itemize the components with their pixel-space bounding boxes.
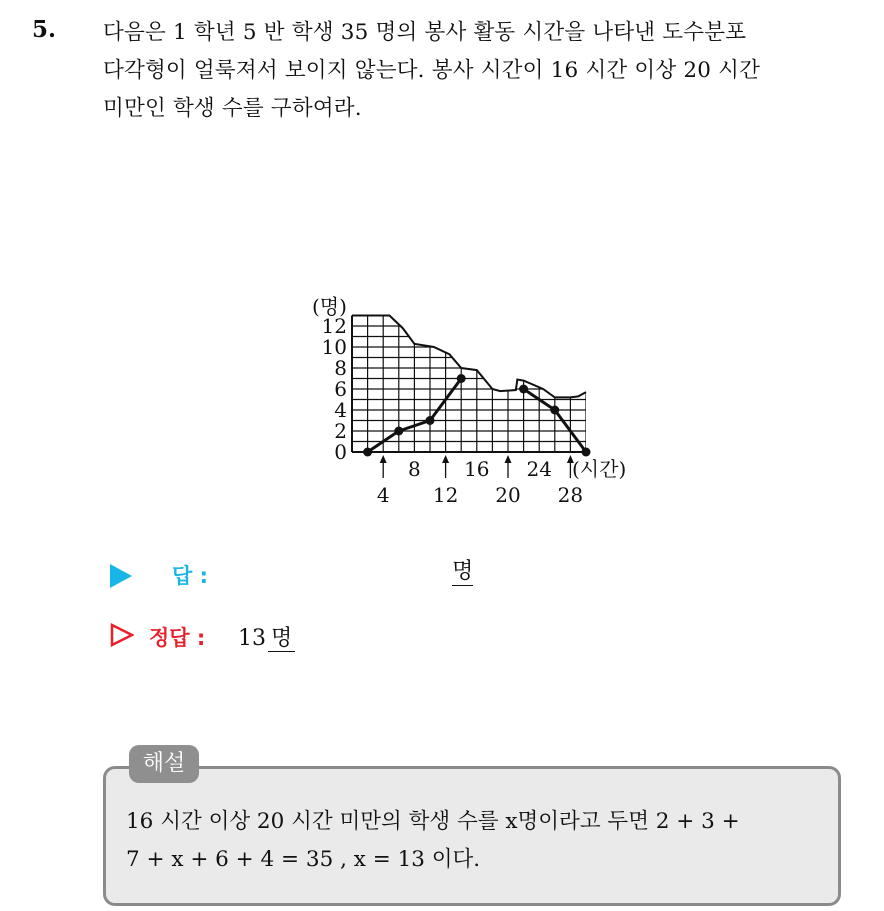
x-tick-label: 12 (432, 483, 459, 507)
data-point (363, 448, 372, 457)
correct-answer-label: 정답 : (149, 626, 206, 650)
chart-grid (352, 316, 586, 453)
x-tick-label: 28 (557, 483, 584, 507)
x-tick-label: 24 (526, 457, 552, 481)
answer-unit: 명 (452, 559, 474, 584)
correct-answer-row (110, 620, 410, 652)
question-line: 다각형이 얼룩져서 보이지 않는다. 봉사 시간이 16 시간 이상 20 시간 (103, 58, 761, 83)
correct-number: 13 (238, 626, 266, 651)
data-point (426, 416, 435, 425)
x-tick-label: 4 (376, 483, 390, 507)
answer-label: 답 : (172, 564, 208, 588)
question-line: 다음은 1 학년 5 반 학생 35 명의 봉사 활동 시간을 나타낸 도수분포 (103, 20, 747, 45)
play-icon (110, 564, 132, 588)
x-tick-label: 16 (464, 457, 490, 481)
y-tick-label: 10 (321, 335, 347, 359)
question-number: 5. (32, 16, 57, 43)
x-tick-label: 8 (408, 457, 421, 481)
explanation-line: 7 + x + 6 + 4 = 35 , x = 13 이다. (126, 847, 481, 872)
frequency-polygon-chart (300, 150, 670, 515)
y-tick-label: 8 (334, 356, 347, 380)
y-tick-label: 4 (334, 398, 347, 422)
y-tick-label: 0 (334, 440, 347, 464)
explanation-tab: 해설 (129, 745, 199, 783)
y-tick-label: 2 (334, 419, 347, 443)
correct-unit: 명 (268, 626, 295, 652)
question-text (103, 14, 863, 128)
outline-play-icon (110, 623, 134, 647)
y-axis-label: (명) (312, 294, 347, 319)
y-tick-label: 12 (321, 314, 347, 338)
data-point (457, 374, 466, 383)
data-point (550, 406, 559, 415)
x-axis-label: (시간) (572, 457, 627, 481)
y-tick-label: 6 (334, 377, 347, 401)
explanation-text (126, 803, 836, 879)
data-point (519, 385, 528, 394)
x-tick-arrowhead (442, 455, 449, 463)
explanation-line: 16 시간 이상 20 시간 미만의 학생 수를 x명이라고 두면 2 + 3 + (126, 809, 740, 834)
data-point (582, 448, 591, 457)
x-tick-arrowhead (505, 455, 512, 463)
question-line: 미만인 학생 수를 구하여라. (103, 96, 362, 121)
answer-row (110, 558, 510, 590)
data-point (394, 427, 403, 436)
stain-edge (352, 316, 586, 398)
x-tick-label: 20 (495, 483, 521, 507)
x-tick-arrowhead (380, 455, 387, 463)
correct-answer-value (238, 621, 295, 652)
